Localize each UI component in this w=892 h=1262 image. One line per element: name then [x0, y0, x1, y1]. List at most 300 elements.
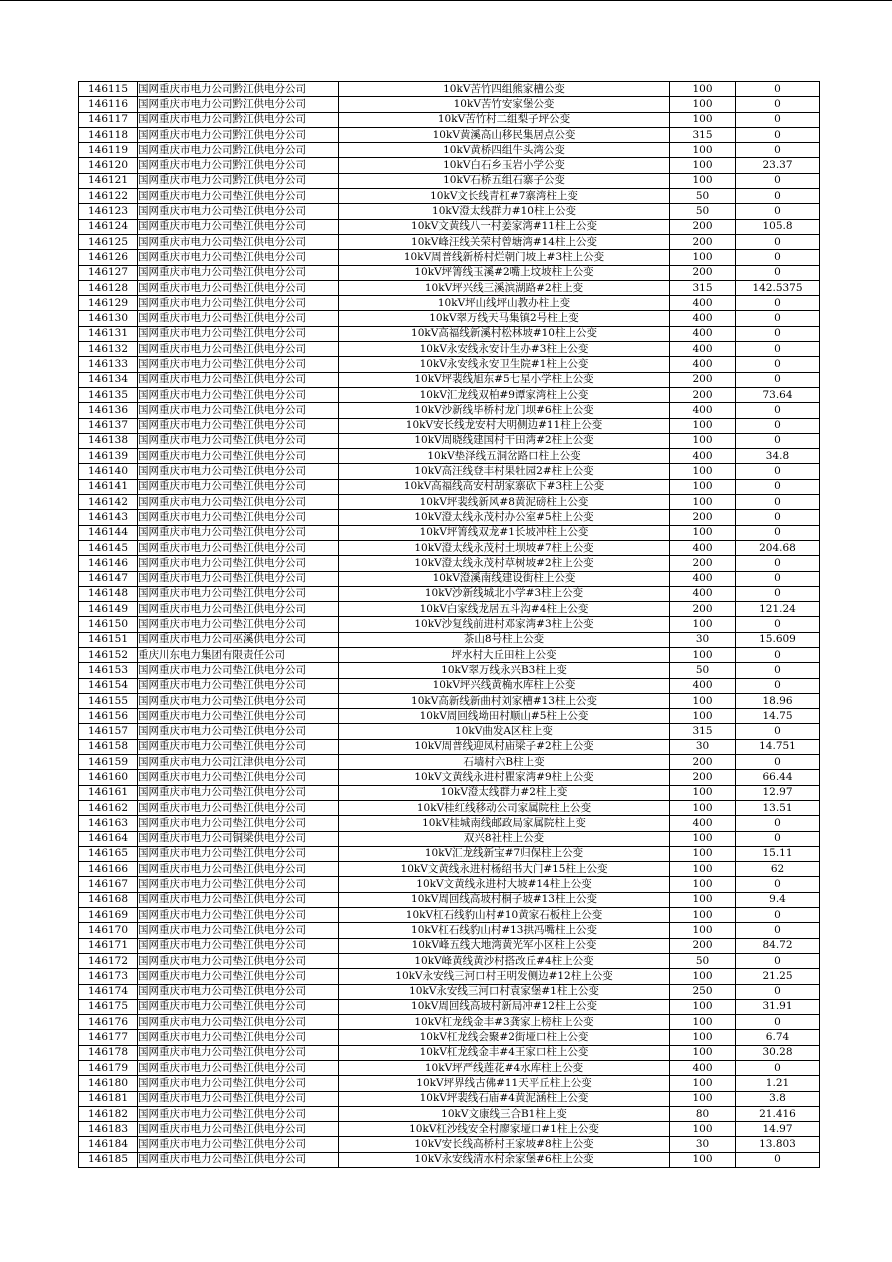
table-row: [79, 204, 820, 219]
table-row: [79, 556, 820, 571]
company-name-cell: 国网重庆市电力公司垫江供电分公司: [138, 265, 339, 280]
transformer-name-cell: 10kV黄桥四组牛头湾公变: [339, 143, 670, 158]
row-id-cell: 146150: [79, 617, 138, 632]
value-cell: 0: [736, 127, 820, 142]
company-name-cell: 国网重庆市电力公司垫江供电分公司: [138, 709, 339, 724]
company-name-cell: 国网重庆市电力公司黔江供电分公司: [138, 173, 339, 188]
value-cell: 34.8: [736, 449, 820, 464]
table-row: [79, 433, 820, 448]
transformer-name-cell: 10kV高福线新溪村松林坡#10柱上公变: [339, 326, 670, 341]
value-cell: 0: [736, 755, 820, 770]
company-name-cell: 国网重庆市电力公司黔江供电分公司: [138, 158, 339, 173]
capacity-cell: 100: [670, 1030, 736, 1045]
transformer-name-cell: 10kV黄溪高山移民集居点公变: [339, 127, 670, 142]
row-id-cell: 146144: [79, 525, 138, 540]
value-cell: 0: [736, 250, 820, 265]
company-name-cell: 国网重庆市电力公司垫江供电分公司: [138, 311, 339, 326]
value-cell: 0: [736, 831, 820, 846]
company-name-cell: 国网重庆市电力公司垫江供电分公司: [138, 1091, 339, 1106]
capacity-cell: 30: [670, 1137, 736, 1152]
table-row: [79, 525, 820, 540]
value-cell: 0: [736, 433, 820, 448]
row-id-cell: 146133: [79, 357, 138, 372]
value-cell: 0: [736, 265, 820, 280]
value-cell: 21.25: [736, 969, 820, 984]
company-name-cell: 国网重庆市电力公司垫江供电分公司: [138, 602, 339, 617]
row-id-cell: 146178: [79, 1045, 138, 1060]
table-row: [79, 1122, 820, 1137]
row-id-cell: 146173: [79, 969, 138, 984]
company-name-cell: 国网重庆市电力公司垫江供电分公司: [138, 525, 339, 540]
transformer-name-cell: 10kV文康线三合B1柱上变: [339, 1106, 670, 1121]
table-row: [79, 617, 820, 632]
row-id-cell: 146127: [79, 265, 138, 280]
table-row: [79, 495, 820, 510]
value-cell: 0: [736, 908, 820, 923]
table-row: [79, 984, 820, 999]
row-id-cell: 146118: [79, 127, 138, 142]
value-cell: 105.8: [736, 219, 820, 234]
company-name-cell: 国网重庆市电力公司垫江供电分公司: [138, 418, 339, 433]
row-id-cell: 146168: [79, 892, 138, 907]
transformer-name-cell: 10kV杠沙线安全村廖家垭口#1柱上公变: [339, 1122, 670, 1137]
transformer-name-cell: 坪水村大丘田柱上公变: [339, 647, 670, 662]
transformer-name-cell: 10kV峰汪线关荣村曾塘湾#14柱上公变: [339, 234, 670, 249]
company-name-cell: 国网重庆市电力公司垫江供电分公司: [138, 1030, 339, 1045]
row-id-cell: 146163: [79, 816, 138, 831]
row-id-cell: 146122: [79, 189, 138, 204]
row-id-cell: 146152: [79, 647, 138, 662]
transformer-name-cell: 10kV坪箐线双龙#1长坡冲柱上公变: [339, 525, 670, 540]
company-name-cell: 国网重庆市电力公司垫江供电分公司: [138, 296, 339, 311]
table-row: [79, 602, 820, 617]
row-id-cell: 146125: [79, 234, 138, 249]
capacity-cell: 100: [670, 143, 736, 158]
transformer-name-cell: 10kV永安线三河口村袁家堡#1柱上公变: [339, 984, 670, 999]
transformer-name-cell: 10kV翠万线天马集镇2号柱上变: [339, 311, 670, 326]
table-row: [79, 724, 820, 739]
value-cell: 15.11: [736, 846, 820, 861]
value-cell: 13.51: [736, 800, 820, 815]
capacity-cell: 100: [670, 999, 736, 1014]
row-id-cell: 146184: [79, 1137, 138, 1152]
table-row: [79, 326, 820, 341]
company-name-cell: 国网重庆市电力公司垫江供电分公司: [138, 357, 339, 372]
table-row: [79, 816, 820, 831]
transformer-name-cell: 10kV坪兴线三溪滨湖路#2柱上变: [339, 280, 670, 295]
value-cell: 0: [736, 984, 820, 999]
row-id-cell: 146135: [79, 387, 138, 402]
capacity-cell: 100: [670, 1015, 736, 1030]
table-row: [79, 846, 820, 861]
company-name-cell: 国网重庆市电力公司垫江供电分公司: [138, 204, 339, 219]
capacity-cell: 100: [670, 418, 736, 433]
value-cell: 0: [736, 403, 820, 418]
row-id-cell: 146170: [79, 923, 138, 938]
table-row: [79, 739, 820, 754]
value-cell: 6.74: [736, 1030, 820, 1045]
table-row: [79, 969, 820, 984]
company-name-cell: 国网重庆市电力公司垫江供电分公司: [138, 953, 339, 968]
transformer-name-cell: 10kV白家线龙居五斗沟#4柱上公变: [339, 602, 670, 617]
value-cell: 0: [736, 556, 820, 571]
transformer-name-cell: 10kV坪裴线石庙#4黄泥涵柱上公变: [339, 1091, 670, 1106]
capacity-cell: 100: [670, 250, 736, 265]
transformer-name-cell: 10kV杠石线豹山村#13拱冯嘴柱上公变: [339, 923, 670, 938]
value-cell: 204.68: [736, 540, 820, 555]
company-name-cell: 国网重庆市电力公司垫江供电分公司: [138, 877, 339, 892]
value-cell: 0: [736, 82, 820, 97]
table-row: [79, 800, 820, 815]
transformer-name-cell: 10kV周普线新桥村烂朝门坡上#3柱上公变: [339, 250, 670, 265]
row-id-cell: 146139: [79, 449, 138, 464]
row-id-cell: 146141: [79, 479, 138, 494]
transformer-name-cell: 10kV周回线坳田村顺山#5柱上公变: [339, 709, 670, 724]
company-name-cell: 国网重庆市电力公司垫江供电分公司: [138, 1061, 339, 1076]
company-name-cell: 国网重庆市电力公司垫江供电分公司: [138, 234, 339, 249]
capacity-cell: 315: [670, 127, 736, 142]
transformer-name-cell: 茶山8号柱上公变: [339, 632, 670, 647]
value-cell: 0: [736, 372, 820, 387]
capacity-cell: 400: [670, 403, 736, 418]
value-cell: 0: [736, 464, 820, 479]
transformer-name-cell: 10kV坪兴线黄桷水库柱上公变: [339, 678, 670, 693]
row-id-cell: 146151: [79, 632, 138, 647]
table-row: [79, 112, 820, 127]
capacity-cell: 50: [670, 953, 736, 968]
value-cell: 0: [736, 342, 820, 357]
table-row: [79, 97, 820, 112]
transformer-name-cell: 10kV永安线永安卫生院#1柱上公变: [339, 357, 670, 372]
transformer-name-cell: 10kV桂红线移动公司家属院柱上公变: [339, 800, 670, 815]
transformer-name-cell: 10kV苦竹安家堡公变: [339, 97, 670, 112]
transformer-name-cell: 10kV汇龙线新宝#7归保柱上公变: [339, 846, 670, 861]
company-name-cell: 国网重庆市电力公司垫江供电分公司: [138, 1076, 339, 1091]
row-id-cell: 146154: [79, 678, 138, 693]
value-cell: 0: [736, 311, 820, 326]
transformer-name-cell: 10kV文长线青杠#7寨湾柱上变: [339, 189, 670, 204]
company-name-cell: 国网重庆市电力公司垫江供电分公司: [138, 617, 339, 632]
row-id-cell: 146165: [79, 846, 138, 861]
transformer-name-cell: 10kV安长线高桥村王家坡#8柱上公变: [339, 1137, 670, 1152]
row-id-cell: 146129: [79, 296, 138, 311]
capacity-cell: 100: [670, 158, 736, 173]
value-cell: 0: [736, 724, 820, 739]
table-row: [79, 311, 820, 326]
row-id-cell: 146174: [79, 984, 138, 999]
transformer-name-cell: 10kV澄太线永茂村草树坡#2柱上公变: [339, 556, 670, 571]
table-row: [79, 540, 820, 555]
company-name-cell: 国网重庆市电力公司垫江供电分公司: [138, 250, 339, 265]
value-cell: 0: [736, 112, 820, 127]
company-name-cell: 国网重庆市电力公司垫江供电分公司: [138, 724, 339, 739]
capacity-cell: 100: [670, 112, 736, 127]
company-name-cell: 国网重庆市电力公司垫江供电分公司: [138, 969, 339, 984]
capacity-cell: 100: [670, 1076, 736, 1091]
row-id-cell: 146126: [79, 250, 138, 265]
transformer-name-cell: 10kV周晓线建国村干田湾#2柱上公变: [339, 433, 670, 448]
capacity-cell: 100: [670, 464, 736, 479]
capacity-cell: 200: [670, 219, 736, 234]
company-name-cell: 国网重庆市电力公司垫江供电分公司: [138, 892, 339, 907]
capacity-cell: 100: [670, 525, 736, 540]
company-name-cell: 国网重庆市电力公司垫江供电分公司: [138, 326, 339, 341]
table-row: [79, 1045, 820, 1060]
company-name-cell: 国网重庆市电力公司垫江供电分公司: [138, 1122, 339, 1137]
company-name-cell: 国网重庆市电力公司垫江供电分公司: [138, 403, 339, 418]
table-row: [79, 479, 820, 494]
value-cell: 0: [736, 296, 820, 311]
company-name-cell: 国网重庆市电力公司铜梁供电分公司: [138, 831, 339, 846]
transformer-name-cell: 10kV文黄线永进村杨绍书大门#15柱上公变: [339, 862, 670, 877]
capacity-cell: 200: [670, 234, 736, 249]
company-name-cell: 国网重庆市电力公司垫江供电分公司: [138, 999, 339, 1014]
capacity-cell: 100: [670, 831, 736, 846]
company-name-cell: 国网重庆市电力公司垫江供电分公司: [138, 571, 339, 586]
row-id-cell: 146120: [79, 158, 138, 173]
table-row: [79, 1076, 820, 1091]
transformer-name-cell: 10kV曲发A区柱上变: [339, 724, 670, 739]
row-id-cell: 146134: [79, 372, 138, 387]
table-row: [79, 770, 820, 785]
capacity-cell: 100: [670, 173, 736, 188]
row-id-cell: 146116: [79, 97, 138, 112]
value-cell: 0: [736, 97, 820, 112]
company-name-cell: 国网重庆市电力公司垫江供电分公司: [138, 464, 339, 479]
table-row: [79, 265, 820, 280]
capacity-cell: 100: [670, 923, 736, 938]
table-row: [79, 143, 820, 158]
row-id-cell: 146164: [79, 831, 138, 846]
capacity-cell: 50: [670, 663, 736, 678]
capacity-cell: 100: [670, 82, 736, 97]
capacity-cell: 100: [670, 97, 736, 112]
company-name-cell: 国网重庆市电力公司垫江供电分公司: [138, 219, 339, 234]
company-name-cell: 国网重庆市电力公司垫江供电分公司: [138, 540, 339, 555]
table-row: [79, 127, 820, 142]
row-id-cell: 146138: [79, 433, 138, 448]
capacity-cell: 100: [670, 709, 736, 724]
value-cell: 0: [736, 953, 820, 968]
company-name-cell: 国网重庆市电力公司垫江供电分公司: [138, 785, 339, 800]
company-name-cell: 国网重庆市电力公司垫江供电分公司: [138, 556, 339, 571]
row-id-cell: 146185: [79, 1152, 138, 1167]
capacity-cell: 100: [670, 1045, 736, 1060]
row-id-cell: 146130: [79, 311, 138, 326]
capacity-cell: 80: [670, 1106, 736, 1121]
value-cell: 0: [736, 479, 820, 494]
value-cell: 0: [736, 1152, 820, 1167]
table-row: [79, 663, 820, 678]
company-name-cell: 国网重庆市电力公司垫江供电分公司: [138, 510, 339, 525]
transformer-name-cell: 10kV安长线龙安村大明侧边#11柱上公变: [339, 418, 670, 433]
table-row: [79, 1106, 820, 1121]
transformer-name-cell: 10kV高福线高安村胡家寨砍下#3柱上公变: [339, 479, 670, 494]
capacity-cell: 400: [670, 311, 736, 326]
table-row: [79, 403, 820, 418]
capacity-cell: 400: [670, 357, 736, 372]
company-name-cell: 国网重庆市电力公司黔江供电分公司: [138, 112, 339, 127]
row-id-cell: 146175: [79, 999, 138, 1014]
table-row: [79, 831, 820, 846]
value-cell: 0: [736, 204, 820, 219]
value-cell: 66.44: [736, 770, 820, 785]
capacity-cell: 50: [670, 189, 736, 204]
company-name-cell: 国网重庆市电力公司巫溪供电分公司: [138, 632, 339, 647]
transformer-name-cell: 10kV坪界线古佛#11天平丘柱上公变: [339, 1076, 670, 1091]
capacity-cell: 100: [670, 1122, 736, 1137]
value-cell: 0: [736, 923, 820, 938]
table-row: [79, 158, 820, 173]
company-name-cell: 国网重庆市电力公司垫江供电分公司: [138, 770, 339, 785]
capacity-cell: 100: [670, 1152, 736, 1167]
transformer-name-cell: 10kV桂城南线邮政局家属院柱上变: [339, 816, 670, 831]
capacity-cell: 100: [670, 1091, 736, 1106]
capacity-cell: 100: [670, 846, 736, 861]
row-id-cell: 146153: [79, 663, 138, 678]
company-name-cell: 国网重庆市电力公司垫江供电分公司: [138, 495, 339, 510]
capacity-cell: 200: [670, 510, 736, 525]
table-row: [79, 647, 820, 662]
row-id-cell: 146142: [79, 495, 138, 510]
transformer-name-cell: 石墙村六B柱上变: [339, 755, 670, 770]
row-id-cell: 146176: [79, 1015, 138, 1030]
capacity-cell: 100: [670, 800, 736, 815]
transformer-name-cell: 10kV苦竹村二组梨子坪公变: [339, 112, 670, 127]
table-row: [79, 387, 820, 402]
transformer-name-cell: 10kV澄太线永茂村办公室#5柱上公变: [339, 510, 670, 525]
transformer-table: [78, 81, 820, 1168]
capacity-cell: 100: [670, 892, 736, 907]
capacity-cell: 400: [670, 816, 736, 831]
transformer-name-cell: 10kV澄溪南线建设街柱上公变: [339, 571, 670, 586]
transformer-name-cell: 10kV石桥五组石寨子公变: [339, 173, 670, 188]
company-name-cell: 国网重庆市电力公司垫江供电分公司: [138, 433, 339, 448]
value-cell: 84.72: [736, 938, 820, 953]
row-id-cell: 146166: [79, 862, 138, 877]
value-cell: 23.37: [736, 158, 820, 173]
row-id-cell: 146183: [79, 1122, 138, 1137]
company-name-cell: 国网重庆市电力公司垫江供电分公司: [138, 1152, 339, 1167]
capacity-cell: 400: [670, 296, 736, 311]
capacity-cell: 100: [670, 693, 736, 708]
row-id-cell: 146115: [79, 82, 138, 97]
table-row: [79, 449, 820, 464]
company-name-cell: 国网重庆市电力公司垫江供电分公司: [138, 280, 339, 295]
table-row: [79, 571, 820, 586]
row-id-cell: 146148: [79, 586, 138, 601]
table-row: [79, 219, 820, 234]
transformer-name-cell: 10kV坪裴线旭东#5七星小学柱上公变: [339, 372, 670, 387]
value-cell: 21.416: [736, 1106, 820, 1121]
capacity-cell: 50: [670, 204, 736, 219]
capacity-cell: 100: [670, 433, 736, 448]
capacity-cell: 200: [670, 372, 736, 387]
company-name-cell: 国网重庆市电力公司垫江供电分公司: [138, 739, 339, 754]
table-row: [79, 1137, 820, 1152]
capacity-cell: 315: [670, 280, 736, 295]
row-id-cell: 146162: [79, 800, 138, 815]
capacity-cell: 100: [670, 647, 736, 662]
company-name-cell: 国网重庆市电力公司江津供电分公司: [138, 755, 339, 770]
capacity-cell: 100: [670, 877, 736, 892]
row-id-cell: 146181: [79, 1091, 138, 1106]
row-id-cell: 146147: [79, 571, 138, 586]
company-name-cell: 国网重庆市电力公司垫江供电分公司: [138, 1106, 339, 1121]
capacity-cell: 315: [670, 724, 736, 739]
transformer-name-cell: 10kV澄太线群力#10柱上公变: [339, 204, 670, 219]
capacity-cell: 100: [670, 479, 736, 494]
company-name-cell: 国网重庆市电力公司垫江供电分公司: [138, 372, 339, 387]
capacity-cell: 30: [670, 632, 736, 647]
table-row: [79, 709, 820, 724]
table-row: [79, 510, 820, 525]
row-id-cell: 146161: [79, 785, 138, 800]
row-id-cell: 146128: [79, 280, 138, 295]
capacity-cell: 200: [670, 602, 736, 617]
table-row: [79, 372, 820, 387]
row-id-cell: 146159: [79, 755, 138, 770]
value-cell: 9.4: [736, 892, 820, 907]
row-id-cell: 146169: [79, 908, 138, 923]
company-name-cell: 国网重庆市电力公司垫江供电分公司: [138, 816, 339, 831]
company-name-cell: 国网重庆市电力公司垫江供电分公司: [138, 342, 339, 357]
capacity-cell: 100: [670, 785, 736, 800]
table-row: [79, 892, 820, 907]
transformer-name-cell: 10kV杠石线豹山村#10黄家石板柱上公变: [339, 908, 670, 923]
table-row: [79, 908, 820, 923]
row-id-cell: 146119: [79, 143, 138, 158]
value-cell: 3.8: [736, 1091, 820, 1106]
capacity-cell: 400: [670, 571, 736, 586]
value-cell: 15.609: [736, 632, 820, 647]
capacity-cell: 400: [670, 586, 736, 601]
capacity-cell: 200: [670, 387, 736, 402]
capacity-cell: 400: [670, 540, 736, 555]
company-name-cell: 国网重庆市电力公司垫江供电分公司: [138, 586, 339, 601]
table-row: [79, 357, 820, 372]
value-cell: 31.91: [736, 999, 820, 1014]
row-id-cell: 146180: [79, 1076, 138, 1091]
row-id-cell: 146155: [79, 693, 138, 708]
value-cell: 14.751: [736, 739, 820, 754]
value-cell: 12.97: [736, 785, 820, 800]
company-name-cell: 国网重庆市电力公司垫江供电分公司: [138, 693, 339, 708]
capacity-cell: 100: [670, 862, 736, 877]
row-id-cell: 146132: [79, 342, 138, 357]
table-row: [79, 1030, 820, 1045]
transformer-name-cell: 10kV峰黄线黄沙村搭改丘#4柱上公变: [339, 953, 670, 968]
table-row: [79, 678, 820, 693]
row-id-cell: 146136: [79, 403, 138, 418]
transformer-name-cell: 10kV白石乡玉岩小学公变: [339, 158, 670, 173]
row-id-cell: 146117: [79, 112, 138, 127]
capacity-cell: 100: [670, 969, 736, 984]
value-cell: 0: [736, 1015, 820, 1030]
transformer-name-cell: 10kV高汪线登丰村果牡园2#柱上公变: [339, 464, 670, 479]
transformer-name-cell: 10kV坪山线坪山教办柱上变: [339, 296, 670, 311]
row-id-cell: 146146: [79, 556, 138, 571]
table-row: [79, 250, 820, 265]
value-cell: 0: [736, 525, 820, 540]
transformer-name-cell: 10kV周回线高坡村新局冲#12柱上公变: [339, 999, 670, 1014]
row-id-cell: 146158: [79, 739, 138, 754]
company-name-cell: 国网重庆市电力公司黔江供电分公司: [138, 97, 339, 112]
company-name-cell: 国网重庆市电力公司黔江供电分公司: [138, 143, 339, 158]
value-cell: 0: [736, 586, 820, 601]
table-row: [79, 418, 820, 433]
value-cell: 14.97: [736, 1122, 820, 1137]
